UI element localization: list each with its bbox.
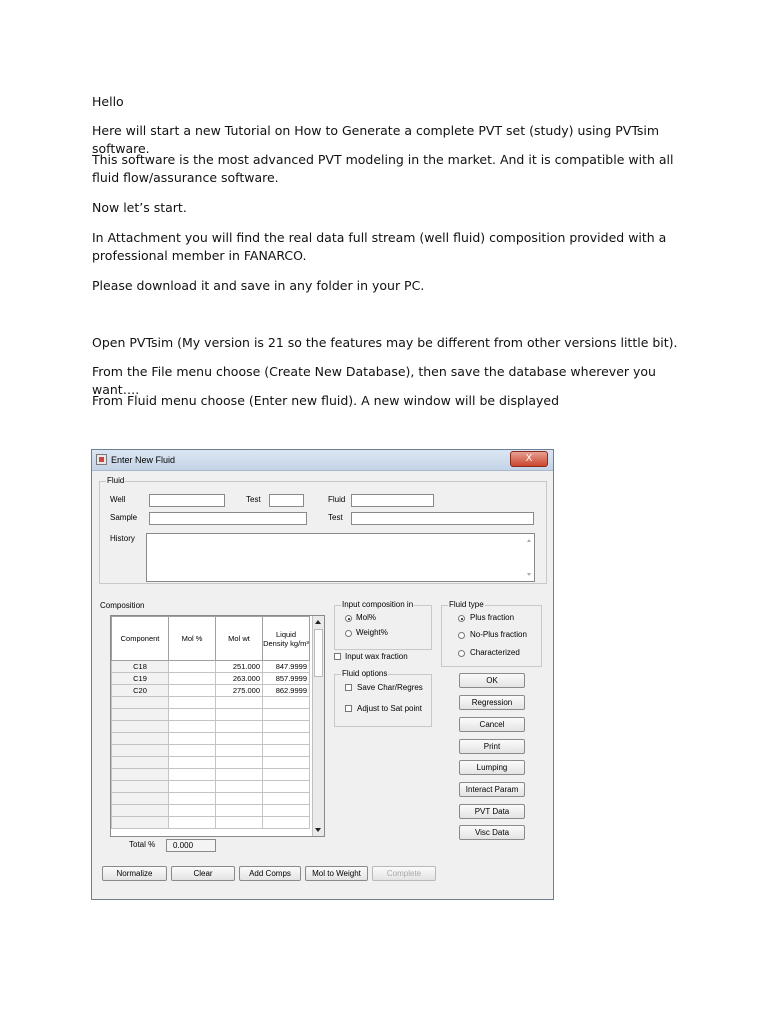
component-cell[interactable]: C18 bbox=[112, 661, 169, 673]
component-cell[interactable]: C20 bbox=[112, 685, 169, 697]
grid-scrollbar[interactable] bbox=[312, 616, 324, 836]
weightpct-radio[interactable] bbox=[345, 630, 352, 637]
close-button[interactable] bbox=[510, 451, 548, 467]
ok-button[interactable]: OK bbox=[459, 673, 525, 688]
table-row[interactable] bbox=[112, 685, 310, 697]
sample-label: Sample bbox=[110, 513, 138, 522]
enter-new-fluid-dialog bbox=[91, 449, 554, 900]
history-label: History bbox=[110, 534, 135, 543]
composition-grid[interactable] bbox=[110, 615, 325, 837]
molpct-label: Mol% bbox=[356, 613, 377, 622]
grid-header: Mol wt bbox=[216, 617, 263, 661]
table-row[interactable] bbox=[112, 805, 310, 817]
regression-button[interactable]: Regression bbox=[459, 695, 525, 710]
fluid-input[interactable] bbox=[351, 494, 434, 507]
file-menu-paragraph: From the File menu choose (Create New Database), then save the database wherever you want…. bbox=[92, 364, 656, 397]
print-button[interactable]: Print bbox=[459, 739, 525, 754]
plus-fraction-radio[interactable] bbox=[458, 615, 465, 622]
test-input-1[interactable] bbox=[269, 494, 304, 507]
scroll-up-icon bbox=[527, 539, 531, 542]
molpct-cell[interactable] bbox=[169, 673, 216, 685]
total-label: Total % bbox=[129, 840, 156, 849]
visc-data-button[interactable]: Visc Data bbox=[459, 825, 525, 840]
interact-param-button[interactable]: Interact Param bbox=[459, 782, 525, 797]
well-input[interactable] bbox=[149, 494, 225, 507]
molwt-cell[interactable]: 263.000 bbox=[216, 673, 263, 685]
density-cell[interactable]: 857.9999 bbox=[263, 673, 310, 685]
software-paragraph: This software is the most advanced PVT modeling in the market. And it is compatible with all fluid flow/assurance software. bbox=[92, 152, 674, 185]
component-cell[interactable]: C19 bbox=[112, 673, 169, 685]
scroll-down-icon bbox=[527, 573, 531, 576]
table-row[interactable] bbox=[112, 673, 310, 685]
open-pvtsim-paragraph: Open PVTsim (My version is 21 so the features may be different from other versions little bit). bbox=[92, 335, 678, 350]
fluid-menu-paragraph: From Fluid menu choose (Enter new fluid). A new window will be displayed bbox=[92, 393, 560, 408]
scroll-down-icon[interactable] bbox=[315, 828, 321, 832]
table-row[interactable] bbox=[112, 697, 310, 709]
app-icon bbox=[96, 454, 107, 465]
no-plus-fraction-radio[interactable] bbox=[458, 632, 465, 639]
mol-to-weight-button[interactable]: Mol to Weight bbox=[305, 866, 368, 881]
molpct-cell[interactable] bbox=[169, 661, 216, 673]
fluid-group bbox=[99, 476, 547, 584]
density-cell[interactable]: 847.9999 bbox=[263, 661, 310, 673]
table-row[interactable] bbox=[112, 817, 310, 829]
fluid-type-label: Fluid type bbox=[449, 600, 484, 609]
test-label-1: Test bbox=[246, 495, 261, 504]
dialog-titlebar bbox=[92, 450, 553, 471]
history-textarea[interactable] bbox=[146, 533, 535, 582]
intro-paragraph: Here will start a new Tutorial on How to Generate a complete PVT set (study) using PVTsim software. bbox=[92, 123, 660, 156]
table-row[interactable] bbox=[112, 661, 310, 673]
fluid-label: Fluid bbox=[328, 495, 346, 504]
fluid-type-group bbox=[441, 600, 542, 667]
input-wax-checkbox[interactable] bbox=[334, 653, 341, 660]
pvt-data-button[interactable]: PVT Data bbox=[459, 804, 525, 819]
composition-group-label: Composition bbox=[100, 601, 145, 610]
fluid-options-label: Fluid options bbox=[342, 669, 388, 678]
input-composition-group bbox=[334, 600, 432, 650]
total-value: 0.000 bbox=[166, 839, 216, 852]
table-row[interactable] bbox=[112, 721, 310, 733]
download-paragraph: Please download it and save in any folder in your PC. bbox=[92, 278, 425, 293]
grid-header: Mol % bbox=[169, 617, 216, 661]
table-row[interactable] bbox=[112, 745, 310, 757]
complete-button: Complete bbox=[372, 866, 436, 881]
grid-header: Component bbox=[112, 617, 169, 661]
scroll-up-icon[interactable] bbox=[315, 620, 321, 624]
test-label-2: Test bbox=[328, 513, 343, 522]
weightpct-label: Weight% bbox=[356, 628, 388, 637]
molpct-cell[interactable] bbox=[169, 685, 216, 697]
dialog-title: Enter New Fluid bbox=[111, 455, 176, 465]
adjust-sat-checkbox[interactable] bbox=[345, 705, 352, 712]
attachment-paragraph: In Attachment you will find the real data full stream (well fluid) composition provided with a professional member in FANARCO. bbox=[92, 230, 667, 263]
plus-fraction-label: Plus fraction bbox=[470, 613, 515, 622]
scroll-thumb[interactable] bbox=[314, 629, 323, 677]
greeting-text: Hello bbox=[92, 94, 124, 109]
normalize-button[interactable]: Normalize bbox=[102, 866, 167, 881]
molwt-cell[interactable]: 275.000 bbox=[216, 685, 263, 697]
density-cell[interactable]: 862.9999 bbox=[263, 685, 310, 697]
save-char-label: Save Char/Regres bbox=[357, 683, 423, 692]
sample-input[interactable] bbox=[149, 512, 307, 525]
cancel-button[interactable]: Cancel bbox=[459, 717, 525, 732]
no-plus-fraction-label: No-Plus fraction bbox=[470, 630, 527, 639]
table-row[interactable] bbox=[112, 793, 310, 805]
well-label: Well bbox=[110, 495, 126, 504]
table-row[interactable] bbox=[112, 769, 310, 781]
characterized-label: Characterized bbox=[470, 648, 520, 657]
table-row[interactable] bbox=[112, 709, 310, 721]
input-wax-label: Input wax fraction bbox=[345, 652, 408, 661]
test-input-2[interactable] bbox=[351, 512, 534, 525]
table-row[interactable] bbox=[112, 757, 310, 769]
grid-header: Liquid Density kg/m³ bbox=[263, 617, 310, 661]
input-composition-label: Input composition in bbox=[342, 600, 414, 609]
save-char-checkbox[interactable] bbox=[345, 684, 352, 691]
adjust-sat-label: Adjust to Sat point bbox=[357, 704, 422, 713]
start-paragraph: Now let’s start. bbox=[92, 200, 187, 215]
add-comps-button[interactable]: Add Comps bbox=[239, 866, 301, 881]
molpct-radio[interactable] bbox=[345, 615, 352, 622]
table-row[interactable] bbox=[112, 781, 310, 793]
fluid-group-label: Fluid bbox=[107, 476, 125, 485]
characterized-radio[interactable] bbox=[458, 650, 465, 657]
molwt-cell[interactable]: 251.000 bbox=[216, 661, 263, 673]
table-row[interactable] bbox=[112, 733, 310, 745]
close-icon: X bbox=[525, 453, 533, 464]
clear-button[interactable]: Clear bbox=[171, 866, 235, 881]
lumping-button[interactable]: Lumping bbox=[459, 760, 525, 775]
fluid-options-group bbox=[334, 669, 432, 727]
